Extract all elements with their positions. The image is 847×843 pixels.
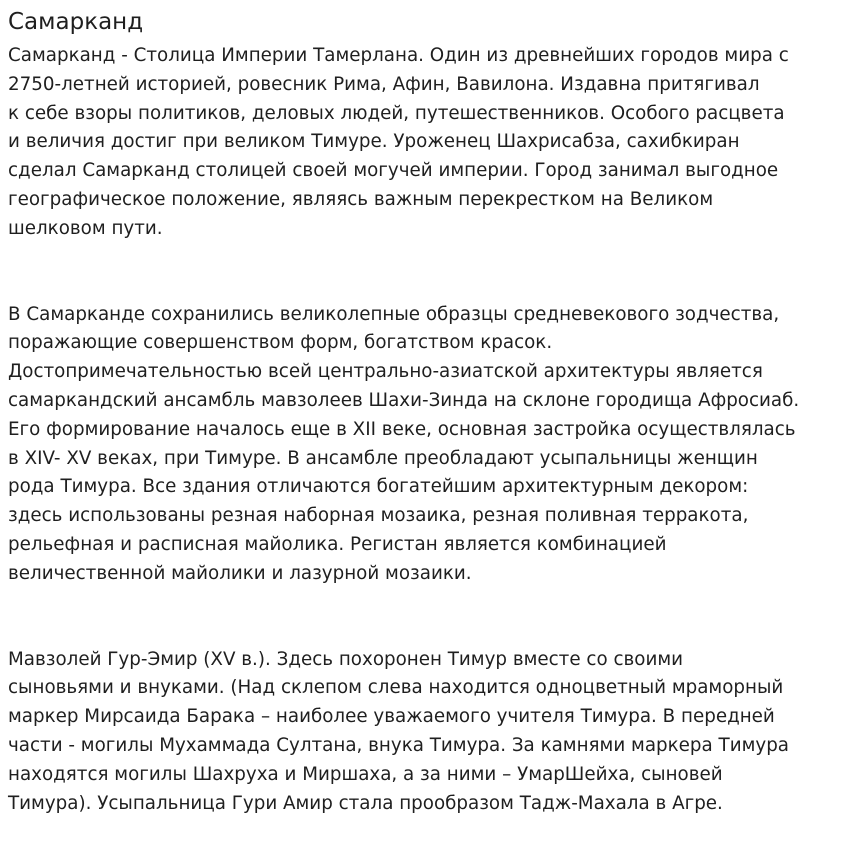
text-line: и величия достиг при великом Тимуре. Уроженец Шахрисабза, сахибкиран <box>8 131 740 153</box>
paragraph-gur-emir <box>8 646 839 819</box>
paragraph-intro <box>8 42 839 244</box>
text-line: находятся могилы Шахруха и Миршаха, а за ними – УмарШейха, сыновей <box>8 763 723 785</box>
text-line: самаркандский ансамбль мавзолеев Шахи-Зинда на склоне городища Афросиаб. <box>8 389 800 411</box>
text-line: географическое положение, являясь важным перекрестком на Великом <box>8 188 714 210</box>
text-line: части - могилы Мухаммада Султана, внука Тимура. За камнями маркера Тимура <box>8 734 790 756</box>
text-line: шелковом пути. <box>8 217 163 239</box>
text-line: Тимура). Усыпальница Гури Амир стала прообразом Тадж-Махала в Агре. <box>8 792 723 814</box>
text-line: величественной майолики и лазурной мозаики. <box>8 562 472 584</box>
paragraph-architecture <box>8 301 839 589</box>
text-line: рода Тимура. Все здания отличаются богатейшим архитектурным декором: <box>8 476 749 498</box>
text-line: в XIV- XV веках, при Тимуре. В ансамбле преобладают усыпальницы женщин <box>8 447 758 469</box>
text-line: сыновьями и внуками. (Над склепом слева находится одноцветный мраморный <box>8 677 784 699</box>
text-line: здесь использованы резная наборная мозаика, резная поливная терракота, <box>8 505 749 527</box>
page-title: Самарканд <box>8 9 144 35</box>
paragraph-spacer <box>8 589 839 646</box>
text-line: поражающие совершенством форм, богатством красок. <box>8 332 553 354</box>
text-line: к себе взоры политиков, деловых людей, путешественников. Особого расцвета <box>8 102 785 124</box>
text-line: 2750-летней историей, ровесник Рима, Афин, Вавилона. Издавна притягивал <box>8 73 760 95</box>
paragraph-spacer <box>8 244 839 301</box>
text-line: сделал Самарканд столицей своей могучей империи. Город занимал выгодное <box>8 160 779 182</box>
text-line: рельефная и расписная майолика. Регистан является комбинацией <box>8 533 667 555</box>
text-line: Его формирование началось еще в XII веке, основная застройка осуществлялась <box>8 418 796 440</box>
text-line: маркер Мирсаида Барака – наиболее уважаемого учителя Тимура. В передней <box>8 706 775 728</box>
text-line: Мавзолей Гур-Эмир (XV в.). Здесь похоронен Тимур вместе со своими <box>8 648 684 670</box>
text-line: Самарканд - Столица Империи Тамерлана. Один из древнейших городов мира с <box>8 45 789 66</box>
text-line: В Самарканде сохранились великолепные образцы средневекового зодчества, <box>8 303 780 325</box>
text-line: Достопримечательностью всей центрально-азиатской архитектуры является <box>8 361 763 383</box>
